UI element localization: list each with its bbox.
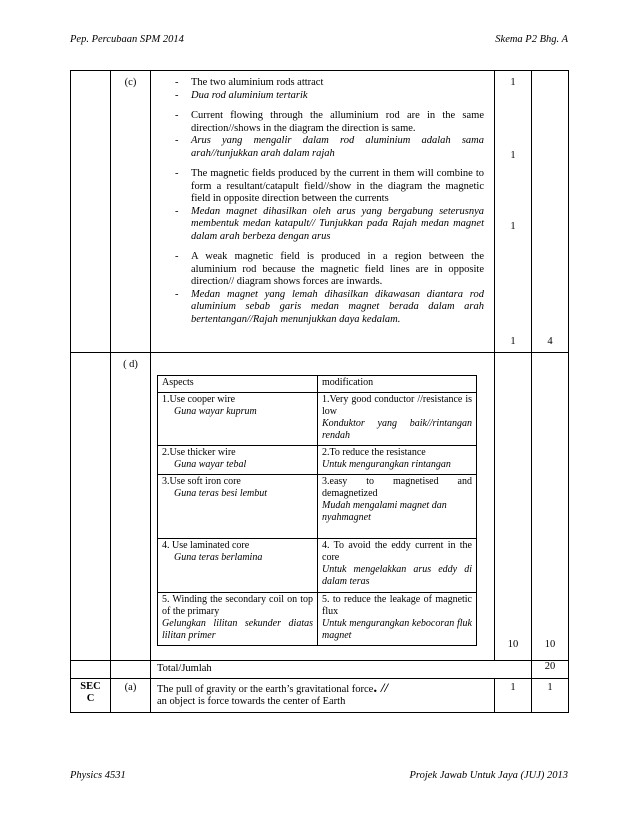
- footer-right: Projek Jawab Untuk Jaya (JUJ) 2013: [409, 770, 568, 781]
- aspects-header-row: [158, 376, 477, 393]
- modification-cell: [318, 393, 477, 446]
- header-right: Skema P2 Bhg. A: [495, 34, 568, 45]
- point-2-en: - Current flowing through the alluminium rod are in the same direction//shows in the diagram the direction is same.: [173, 110, 484, 135]
- point-2-ms: - Arus yang mengalir dalam rod aluminium adalah sama arah//tunjukkan arah dalam rajah: [173, 135, 484, 160]
- row-part-c: [71, 71, 569, 353]
- aspect-ms: Guna wayar kuprum: [174, 406, 257, 417]
- modification-en: 1.Very good conductor //resistance is low: [322, 394, 472, 417]
- point-4-ms: - Medan magnet yang lemah dihasilkan dikawasan diantara rod aluminium sebab garis medan magnet berada dalam arah bertentangan//Rajah menunjukkan daya kedalam.: [173, 289, 484, 327]
- section-cell: [71, 353, 111, 661]
- aspects-table: [157, 375, 477, 646]
- aspect-en: 4. Use laminated core: [162, 540, 250, 551]
- point-4-en: - A weak magnetic field is produced in a region between the aluminium rod because the magnetic field lines are in opposite direction// diagram shows forces are inwards.: [173, 251, 484, 289]
- modification-en: 4. To avoid the eddy current in the core: [322, 540, 472, 563]
- section-c-answer: The pull of gravity or the earth’s gravitational force. // an object is force towards the center of Earth: [151, 678, 495, 712]
- modification-en: 2.To reduce the resistance: [322, 447, 426, 458]
- mark-point-4: 1: [510, 336, 516, 347]
- aspect-ms: Guna teras besi lembut: [174, 488, 268, 499]
- part-c-total: 4: [547, 336, 553, 347]
- part-label-c: (c): [111, 71, 151, 353]
- section-c-total: 1: [532, 678, 569, 712]
- total-value: 20: [532, 661, 569, 679]
- point-1-en: - The two aluminium rods attract: [173, 77, 484, 90]
- aspect-en: 5. Winding the secondary coil on top of the primary: [162, 594, 313, 617]
- marking-scheme-table: [70, 70, 569, 713]
- total-label: Total/Jumlah: [151, 661, 532, 679]
- aspect-ms: Gelungkan lilitan sekunder diatas lilitan primer: [162, 618, 313, 641]
- modification-en: 5. to reduce the leakage of magnetic flux: [322, 594, 472, 617]
- part-d-mark-cell: [495, 353, 532, 661]
- part-d-mark: 10: [507, 639, 519, 650]
- answer-point-2: [173, 110, 484, 160]
- modification-ms: Untuk mengurangkan rintangan: [322, 459, 451, 470]
- answer-point-4: [173, 251, 484, 326]
- aspect-ms: Guna teras berlamina: [174, 552, 263, 563]
- modification-ms: Mudah mengalami magnet dan nyahmagnet: [322, 500, 447, 523]
- answer-point-1: [173, 77, 484, 102]
- aspect-cell: [158, 539, 318, 593]
- modification-ms: Konduktor yang baik//rintangan rendah: [322, 418, 472, 441]
- modification-ms: Untuk mengurangkan kebocoran fluk magnet: [322, 618, 472, 641]
- section-c-answer-2: an object is force towards the center of Earth: [157, 696, 346, 707]
- section-c-label-line2: C: [86, 693, 95, 704]
- section-c-answer-1: The pull of gravity or the earth’s gravitational force: [157, 683, 374, 695]
- aspect-cell: [158, 393, 318, 446]
- modification-cell: [318, 593, 477, 646]
- modification-header: modification: [318, 376, 477, 393]
- part-c-answers: [151, 71, 495, 353]
- aspect-en: 3.Use soft iron core: [162, 476, 241, 487]
- section-c-part: (a): [111, 678, 151, 712]
- aspect-cell: [158, 475, 318, 539]
- answer-point-3: [173, 168, 484, 243]
- aspect-cell: [158, 593, 318, 646]
- row-section-c: [71, 678, 569, 712]
- modification-cell: [318, 539, 477, 593]
- aspect-row: [158, 539, 477, 593]
- aspect-row: [158, 475, 477, 539]
- modification-cell: [318, 475, 477, 539]
- header-left: Pep. Percubaan SPM 2014: [70, 34, 184, 45]
- aspect-row: [158, 393, 477, 446]
- modification-en: 3.easy to magnetised and demagnetized: [322, 476, 472, 499]
- point-3-en: - The magnetic fields produced by the current in them will combine to form a resultant/catapult field//show in the diagram the magnetic field in opposite direction between the currents: [173, 168, 484, 206]
- part-cell: [111, 661, 151, 679]
- modification-ms: Untuk mengelakkan arus eddy di dalam teras: [322, 564, 472, 587]
- aspects-header: Aspects: [158, 376, 318, 393]
- aspect-row: [158, 593, 477, 646]
- row-total: [71, 661, 569, 679]
- section-cell: [71, 71, 111, 353]
- section-cell: [71, 661, 111, 679]
- aspect-ms: Guna wayar tebal: [174, 459, 247, 470]
- point-1-ms: - Dua rod aluminium tertarik: [173, 90, 484, 103]
- row-part-d: [71, 353, 569, 661]
- part-d-total-cell: [532, 353, 569, 661]
- aspect-en: 1.Use cooper wire: [162, 394, 236, 405]
- part-c-marks: [495, 71, 532, 353]
- point-3-ms: - Medan magnet dihasilkan oleh arus yang bergabung seterusnya membentuk medan katapult// Tunjukkan pada Rajah medan magnet dalam arah berbeza dengan arus: [173, 206, 484, 244]
- section-c-label: [71, 678, 111, 712]
- aspect-row: [158, 446, 477, 475]
- part-d-answers: [151, 353, 495, 661]
- part-d-total: 10: [544, 639, 556, 650]
- aspect-en: 2.Use thicker wire: [162, 447, 236, 458]
- mark-point-2: 1: [510, 150, 516, 161]
- aspect-cell: [158, 446, 318, 475]
- mark-point-1: 1: [510, 77, 516, 88]
- section-c-label-line1: SEC: [80, 680, 101, 692]
- modification-cell: [318, 446, 477, 475]
- part-label-d: ( d): [111, 353, 151, 661]
- part-c-total-cell: [532, 71, 569, 353]
- mark-point-3: 1: [510, 221, 516, 232]
- footer-left: Physics 4531: [70, 770, 126, 781]
- section-c-mark: 1: [495, 678, 532, 712]
